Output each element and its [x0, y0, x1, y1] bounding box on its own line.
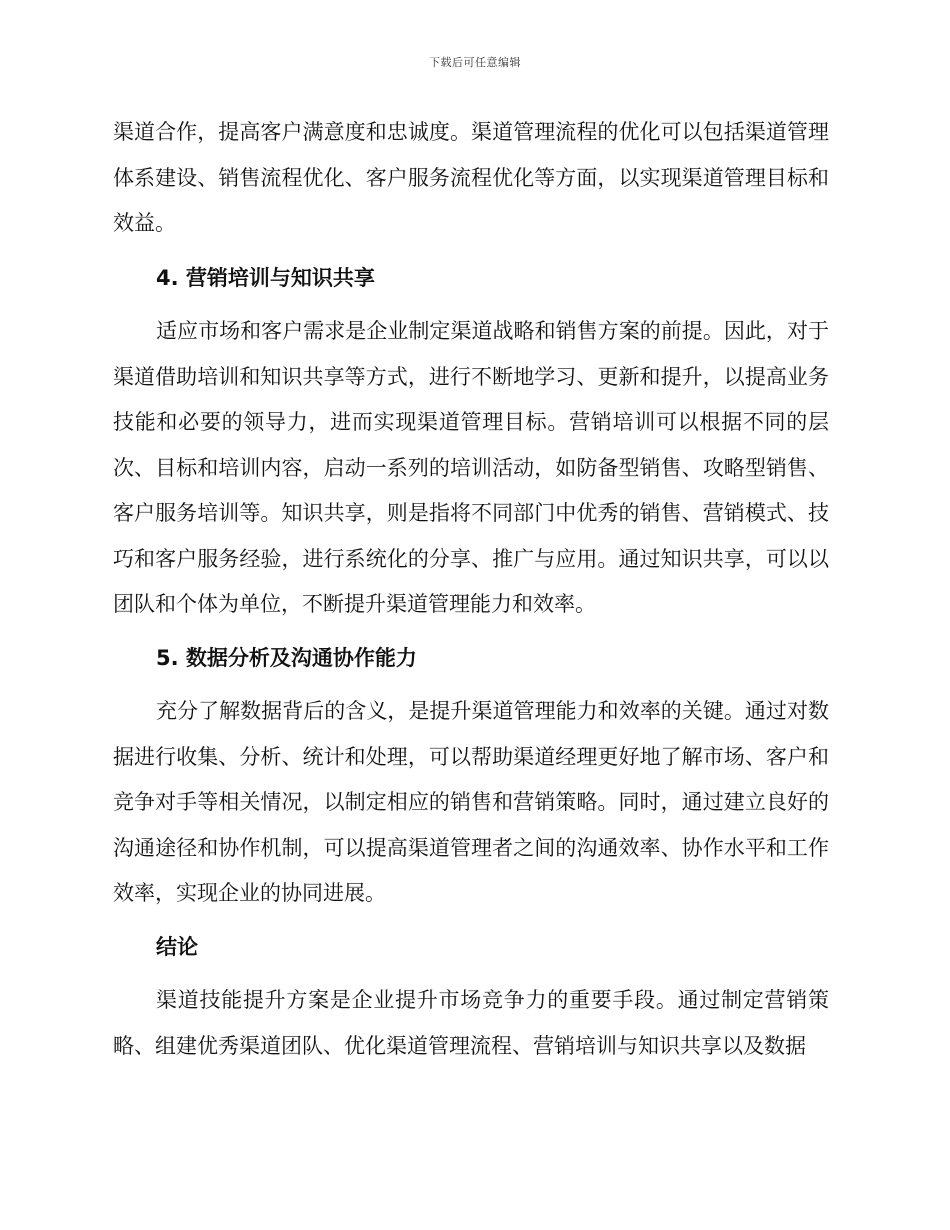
section-5-paragraph: 充分了解数据背后的含义，是提升渠道管理能力和效率的关键。通过对数据进行收集、分析、统计和处理，可以帮助渠道经理更好地了解市场、客户和竞争对手等相关情况，以制定相应的销售和营销策略。同时，通过建立良好的沟通途径和协作机制，可以提高渠道管理者之间的沟通效率、协作水平和工作效率，实现企业的协同进展。: [113, 699, 829, 905]
document-body: [113, 110, 829, 1069]
conclusion-paragraph: 渠道技能提升方案是企业提升市场竞争力的重要手段。通过制定营销策略、组建优秀渠道团队、优化渠道管理流程、营销培训与知识共享以及数据: [113, 988, 829, 1058]
section-5-heading: 5. 数据分析及沟通协作能力: [156, 645, 417, 670]
section-4-heading: 4. 营销培训与知识共享: [156, 265, 375, 290]
conclusion-heading: 结论: [156, 934, 198, 959]
spacer: [113, 301, 829, 309]
spacer: [113, 917, 829, 925]
intro-paragraph: 渠道合作，提高客户满意度和忠诚度。渠道管理流程的优化可以包括渠道管理体系建设、销售流程优化、客户服务流程优化等方面，以实现渠道管理目标和效益。: [113, 120, 829, 235]
spacer: [113, 681, 829, 689]
spacer: [113, 247, 829, 256]
spacer: [113, 970, 829, 978]
page-header: 下载后可任意编辑: [429, 56, 521, 69]
spacer: [113, 628, 829, 636]
section-4-paragraph: 适应市场和客户需求是企业制定渠道战略和销售方案的前提。因此，对于渠道借助培训和知识共享等方式，进行不断地学习、更新和提升，以提高业务技能和必要的领导力，进而实现渠道管理目标。营销培训可以根据不同的层次、目标和培训内容，启动一系列的培训活动，如防备型销售、攻略型销售、客户服务培训等。知识共享，则是指将不同部门中优秀的销售、营销模式、技巧和客户服务经验，进行系统化的分享、推广与应用。通过知识共享，可以以团队和个体为单位，不断提升渠道管理能力和效率。: [113, 319, 829, 616]
